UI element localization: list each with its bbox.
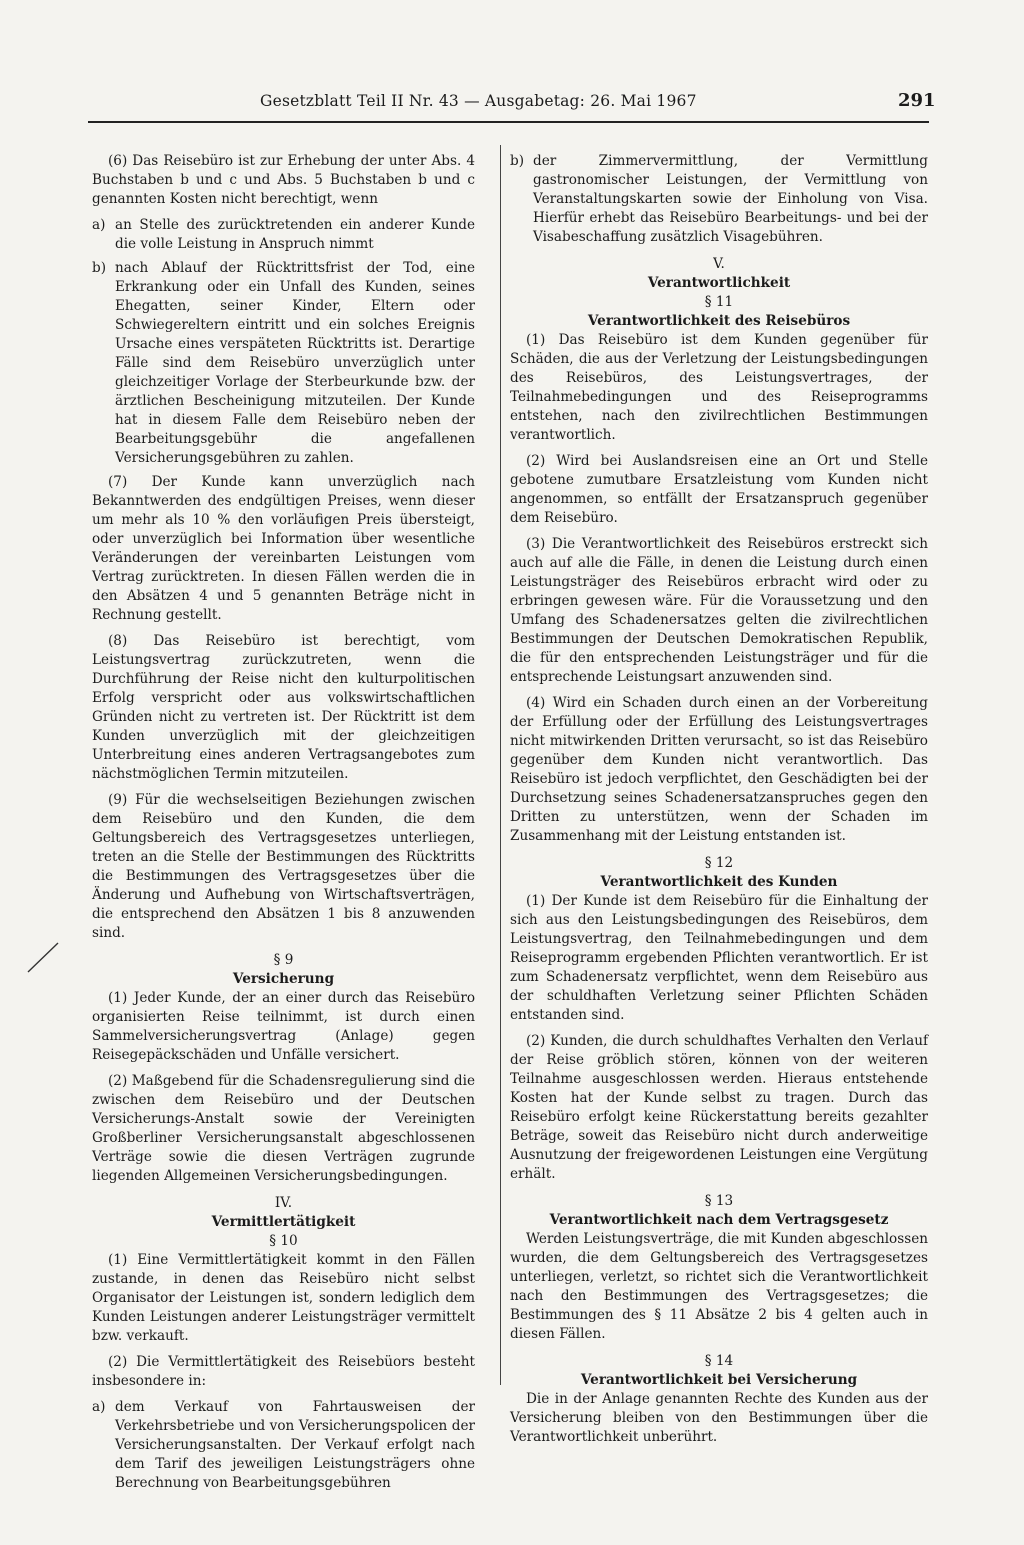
list-text: nach Ablauf der Rücktrittsfrist der Tod, eine Erkrankung oder ein Unfall des Kunden, seines Ehegatten, seiner Kinder, Eltern oder Schwiegereltern eintritt und ein solches Ereignis Ursache eines verspäteten Rücktritts ist. Derartige Fälle sind dem Reisebüro unverzüglich unter gleichzeitiger Vorlage der Sterbeurkunde bzw. der ärztlichen Bescheinigung mitzuteilen. Der Kunde hat in diesem Falle dem Reisebüro neben der Bearbeitungsgebühr die angefallenen Versicherungsgebühren zu zahlen. [115,260,475,466]
list-label: b) [92,260,107,276]
paragraph-8: (8) Das Reisebüro ist berechtigt, vom Leistungsvertrag zurückzutreten, wenn die Durchführung der Reise nicht den kulturpolitischen Erfolg verspricht oder aus volkswirtschaftlichen Gründen nicht zu vertreten ist. Der Rücktritt ist dem Kunden unverzüglich mit der gleichzeitigen Unterbreitung eines anderen Vertragsangebotes zum nächstmöglichen Termin mitzuteilen. [92,633,475,782]
section-11-paragraph-1: (1) Das Reisebüro ist dem Kunden gegenüber für Schäden, die aus der Verletzung der Leistungsbedingungen des Reisebüros, des Leistungsvertrages, der Teilnahmebedingungen und des Reiseprogramms entstehen, nach den zivilrechtlichen Bestimmungen verantwortlich. [510,332,928,443]
paragraph-7: (7) Der Kunde kann unverzüglich nach Bekanntwerden des endgültigen Preises, wenn dieser um mehr als 10 % den vorläufigen Preis übersteigt, oder unverzüglich bei Information über wesentliche Veränderungen der vereinbarten Leistungen vom Vertrag zurücktreten. In diesen Fällen werden die in den Absätzen 4 und 5 genannten Beträge nicht in Rechnung gestellt. [92,474,475,623]
section-14-number: § 14 [704,1353,734,1369]
chapter-4-title: Vermittlertätigkeit [211,1214,356,1230]
section-11-paragraph-2: (2) Wird bei Auslandsreisen eine an Ort und Stelle gebotene zumutbare Ersatzleistung vom Kunden nicht angenommen, so entfällt der Ersatzanspruch gegenüber dem Reisebüro. [510,453,928,526]
chapter-4-number: IV. [274,1195,293,1211]
section-9-paragraph-2: (2) Maßgebend für die Schadensregulierung sind die zwischen dem Reisebüro und der Deutschen Versicherungs-Anstalt sowie der Vereinigten Großberliner Versicherungsanstalt abgeschlossenen Verträge sowie die diesen Verträgen zugrunde liegenden Allgemeinen Versicherungsbedingungen. [92,1073,475,1184]
section-11-number: § 11 [704,294,734,310]
section-12-paragraph-2: (2) Kunden, die durch schuldhaftes Verhalten den Verlauf der Reise gröblich stören, können von der weiteren Teilnahme ausgeschlossen werden. Hieraus entstehende Kosten hat der Kunde selbst zu tragen. Durch das Reisebüro erfolgt keine Rückerstattung bereits gezahlter Beträge, soweit das Reisebüro nicht durch anderweitige Ausnutzung der freigewordenen Leistungen eine Vergütung erhält. [510,1033,928,1182]
section-12-paragraph-1: (1) Der Kunde ist dem Reisebüro für die Einhaltung der sich aus den Leistungsbedingungen des Reisebüros, dem Leistungsvertrag, den Teilnahmebedingungen und dem Reiseprogramm ergebenden Pflichten verantwortlich. Er ist zum Schadenersatz verpflichtet, wenn dem Reisebüro aus der schuldhaften Verletzung seiner Pflichten Schäden entstanden sind. [510,893,928,1023]
paragraph-9: (9) Für die wechselseitigen Beziehungen zwischen dem Reisebüro und den Kunden, die dem Geltungsbereich des Vertragsgesetzes unterliegen, treten an die Stelle der Bestimmungen des Rücktritts die Bestimmungen des Vertragsgesetzes über die Änderung und Aufhebung von Wirtschaftsverträgen, die entsprechend den Absätzen 1 bis 8 anzuwenden sind. [92,792,475,941]
list-label: a) [92,1399,106,1415]
section-14-title: Verantwortlichkeit bei Versicherung [580,1372,858,1388]
page-header: Gesetzblatt Teil II Nr. 43 — Ausgabetag: 26. Mai 1967 [260,92,697,110]
page-number: 291 [898,90,936,111]
section-12-number: § 12 [704,855,734,871]
list-label: b) [510,153,525,169]
margin-pen-mark [24,940,62,974]
chapter-5-number: V. [713,256,725,272]
section-9-paragraph-1: (1) Jeder Kunde, der an einer durch das Reisebüro organisierten Reise teilnimmt, ist durch einen Sammelversicherungsvertrag (Anlage) gegen Reisegepäckschäden und Unfälle versichert. [92,990,475,1063]
section-13-title: Verantwortlichkeit nach dem Vertragsgesetz [549,1212,889,1228]
section-14-paragraph-1: Die in der Anlage genannten Rechte des Kunden aus der Versicherung bleiben von den Bestimmungen über die Verantwortlichkeit unberührt. [510,1391,928,1445]
section-9-title: Versicherung [232,971,335,987]
list-text: an Stelle des zurücktretenden ein anderer Kunde die volle Leistung in Anspruch nimmt [115,217,475,252]
section-9-number: § 9 [273,952,294,968]
paragraph-6-intro: (6) Das Reisebüro ist zur Erhebung der unter Abs. 4 Buchstaben b und c und Abs. 5 Buchstaben b und c genannten Kosten nicht berechtigt, wenn [92,153,475,207]
section-12-title: Verantwortlichkeit des Kunden [600,874,838,890]
section-11-paragraph-4: (4) Wird ein Schaden durch einen an der Vorbereitung der Erfüllung oder der Erfüllung des Leistungsvertrages nicht mitwirkenden Dritten verursacht, so ist das Reisebüro gegenüber dem Kunden nicht verantwortlich. Das Reisebüro ist jedoch verpflichtet, den Geschädigten bei der Durchsetzung seines Schadenersatzanspruches gegen den Dritten zu unterstützen, wenn der Schaden im Zusammenhang mit der Leistung entstanden ist. [510,695,928,844]
column-divider [500,145,501,1385]
list-item [92,259,475,468]
section-10-paragraph-2: (2) Die Vermittlertätigkeit des Reisebüors besteht insbesondere in: [92,1354,475,1389]
list-text: dem Verkauf von Fahrtausweisen der Verkehrsbetriebe und von Versicherungspolicen der Versicherungsanstalten. Der Verkauf erfolgt nach dem Tarif des jeweiligen Leistungsträgers ohne Berechnung von Bearbeitungsgebühren [115,1399,475,1491]
left-column [92,152,475,1498]
section-13-paragraph-1: Werden Leistungsverträge, die mit Kunden abgeschlossen wurden, die dem Geltungsbereich des Vertragsgesetzes unterliegen, verletzt, so richtet sich die Verantwortlichkeit nach den Bestimmungen des Vertragsgesetzes; die Bestimmungen des § 11 Absätze 2 bis 4 gelten auch in diesen Fällen. [510,1231,928,1342]
section-11-paragraph-3: (3) Die Verantwortlichkeit des Reisebüros erstreckt sich auch auf alle die Fälle, in denen die Leistung durch einen Leistungsträger des Reisebüros erbracht wird oder zu erbringen gewesen wäre. Für die Voraussetzung und den Umfang des Schadenersatzes gelten die zivilrechtlichen Bestimmungen der Deutschen Demokratischen Republik, die für den entsprechenden Leistungsträger und für die entsprechende Leistungsart anzuwenden sind. [510,536,928,685]
list-label: a) [92,217,106,233]
section-11-title: Verantwortlichkeit des Reisebüros [587,313,851,329]
right-column [510,152,928,1454]
list-item [510,152,928,247]
list-item [92,1398,475,1493]
section-10-paragraph-1: (1) Eine Vermittlertätigkeit kommt in den Fällen zustande, in denen das Reisebüro nicht selbst Organisator der Leistungen ist, sondern lediglich dem Kunden Leistungen anderer Leistungsträger vermittelt bzw. verkauft. [92,1252,475,1344]
list-text: der Zimmervermittlung, der Vermittlung gastronomischer Leistungen, der Vermittlung von Veranstaltungskarten sowie der Einholung von Visa. Hierfür erhebt das Reisebüro Bearbeitungs- und bei der Visabeschaffung zusätzlich Visagebühren. [533,153,928,245]
list-item [92,216,475,254]
chapter-5-title: Verantwortlichkeit [647,275,791,291]
section-10-number: § 10 [269,1233,298,1249]
header-rule [88,121,929,123]
section-13-number: § 13 [704,1193,734,1209]
